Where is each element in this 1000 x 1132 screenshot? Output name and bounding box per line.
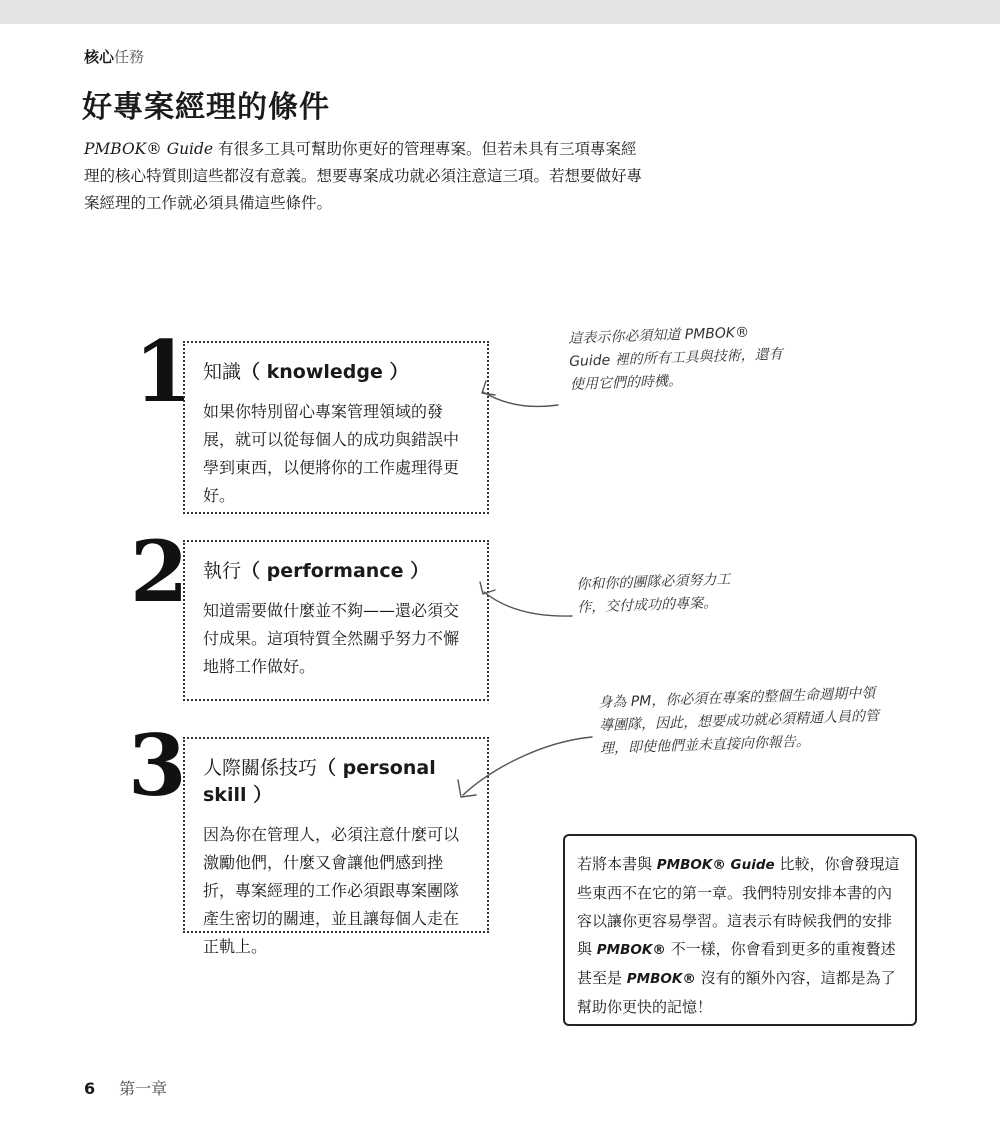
- page-footer: [84, 1076, 167, 1099]
- item-number-3: 3: [128, 716, 187, 815]
- item-number-1: 1: [134, 322, 193, 421]
- page-number: 6: [84, 1079, 96, 1098]
- item-title-en: （ personal skill ）: [203, 757, 436, 806]
- page-title: 好專案經理的條件: [82, 90, 330, 125]
- callout-text-4: 沒有的額外內容，這都是為了幫助你更快的記憶！: [577, 969, 896, 1016]
- handwritten-note-3: 身為 PM，你必須在專案的整個生命週期中領導團隊，因此，想要成功就必須精通人員的管理，即使他們並未直接向你報告。: [598, 685, 880, 757]
- callout-text-2: 比較，你會發現這些東西不在它的第一章。我們特別安排本書的內容以讓你更容易學習。這表示有時候我們的安排與: [577, 855, 900, 958]
- item-title-en: （ knowledge ）: [241, 361, 409, 383]
- pmbok-comparison-callout: [563, 834, 917, 1026]
- arrowhead-1: [482, 381, 495, 395]
- chapter-label: 第一章: [119, 1079, 168, 1098]
- item-title-zh: 知識: [203, 361, 242, 383]
- intro-text: 有很多工具可幫助你更好的管理專案。但若未具有三項專案經理的核心特質則這些都沒有意義。想要專案成功就必須注意這三項。若想要做好專案經理的工作就必須具備這些條件。: [84, 140, 643, 212]
- item-body: 如果你特別留心專案管理領域的發展，就可以從每個人的成功與錯誤中學到東西，以便將你的工作處理得更好。: [203, 402, 460, 505]
- section-label-bold: 核心: [84, 48, 115, 66]
- item-number-2: 2: [130, 522, 189, 621]
- handwritten-note-2: 你和你的團隊必須努力工作，交付成功的專案。: [576, 571, 731, 616]
- callout-text-3: 不一樣，你會看到更多的重複贅述甚至是: [577, 940, 896, 987]
- arrow-2: [484, 592, 572, 616]
- callout-emphasis-2: PMBOK®: [596, 942, 666, 958]
- item-title-en: （ performance ）: [241, 560, 430, 582]
- handwritten-note-1: 這表示你必須知道 PMBOK® Guide 裡的所有工具與技術，還有使用它們的時機。: [568, 324, 783, 393]
- arrowhead-2: [480, 582, 495, 594]
- item-body: 知道需要做什麼並不夠——還必須交付成果。這項特質全然關乎努力不懈地將工作做好。: [203, 601, 460, 676]
- item-body: 因為你在管理人，必須注意什麼可以激勵他們，什麼又會讓他們感到挫折，專案經理的工作必須跟專案團隊產生密切的關連，並且讓每個人走在正軌上。: [203, 825, 460, 956]
- callout-text-1: 若將本書與: [577, 855, 657, 873]
- callout-emphasis-3: PMBOK®: [626, 971, 696, 987]
- arrow-3: [463, 737, 592, 795]
- intro-emphasis: PMBOK® Guide: [84, 140, 214, 158]
- arrow-1: [483, 392, 558, 406]
- section-label-light: 任務: [114, 48, 145, 66]
- item-title-zh: 人際關係技巧: [203, 757, 318, 779]
- callout-emphasis-1: PMBOK® Guide: [656, 857, 775, 873]
- item-title-zh: 執行: [203, 560, 242, 582]
- arrowhead-3: [458, 780, 476, 797]
